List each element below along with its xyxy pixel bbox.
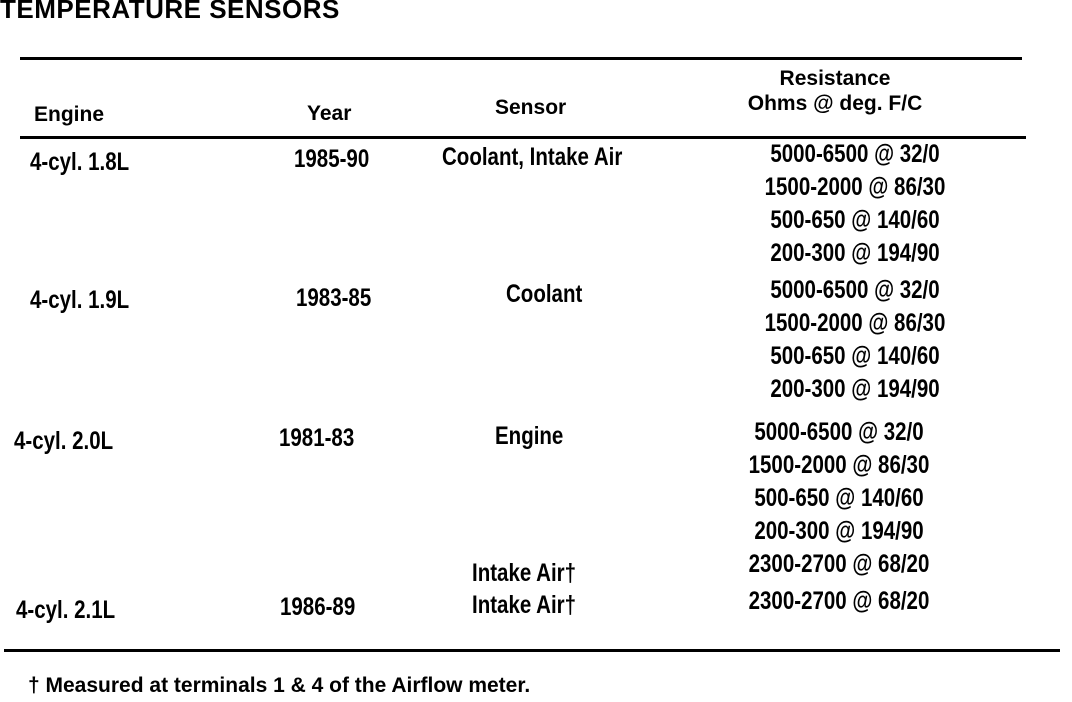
footnote: † Measured at terminals 1 & 4 of the Airflow meter. <box>28 674 531 697</box>
header-sensor: Sensor <box>495 96 567 119</box>
resistance-value: 2300-2700 @ 68/20 <box>748 550 930 578</box>
row-resistance <box>699 585 979 618</box>
header-resistance-line2: Ohms @ deg. F/C <box>747 92 923 115</box>
row-resistance <box>699 416 979 581</box>
header-resistance <box>730 66 940 116</box>
row-sensor-extra: Intake Air† <box>472 559 577 587</box>
row-engine: 4-cyl. 2.1L <box>16 596 116 624</box>
resistance-value: 2300-2700 @ 68/20 <box>748 587 930 615</box>
resistance-value: 1500-2000 @ 86/30 <box>764 309 946 337</box>
bottom-rule <box>4 649 1060 652</box>
row-sensor: Coolant, Intake Air <box>442 143 623 171</box>
resistance-value: 5000-6500 @ 32/0 <box>754 418 924 446</box>
resistance-value: 200-300 @ 194/90 <box>754 517 924 545</box>
resistance-value: 5000-6500 @ 32/0 <box>770 140 940 168</box>
resistance-value: 5000-6500 @ 32/0 <box>770 276 940 304</box>
header-engine: Engine <box>34 103 105 126</box>
resistance-value: 1500-2000 @ 86/30 <box>764 173 946 201</box>
row-year: 1986-89 <box>280 593 356 621</box>
resistance-value: 500-650 @ 140/60 <box>770 206 940 234</box>
row-year: 1981-83 <box>279 424 355 452</box>
row-sensor: Coolant <box>506 280 583 308</box>
row-resistance <box>715 274 995 406</box>
resistance-value: 200-300 @ 194/90 <box>770 375 940 403</box>
resistance-value: 200-300 @ 194/90 <box>770 239 940 267</box>
top-rule <box>20 57 1022 60</box>
row-engine: 4-cyl. 1.8L <box>30 148 130 176</box>
row-engine: 4-cyl. 2.0L <box>14 427 114 455</box>
row-sensor: Engine <box>495 422 564 450</box>
page-title: TEMPERATURE SENSORS <box>0 0 340 24</box>
resistance-value: 500-650 @ 140/60 <box>770 342 940 370</box>
row-engine: 4-cyl. 1.9L <box>30 286 130 314</box>
row-year: 1983-85 <box>296 284 372 312</box>
header-resistance-line1: Resistance <box>779 67 891 90</box>
row-sensor: Intake Air† <box>472 591 577 619</box>
row-year: 1985-90 <box>294 145 370 173</box>
resistance-value: 1500-2000 @ 86/30 <box>748 451 930 479</box>
resistance-value: 500-650 @ 140/60 <box>754 484 924 512</box>
row-resistance <box>715 138 995 270</box>
header-year: Year <box>307 102 352 125</box>
